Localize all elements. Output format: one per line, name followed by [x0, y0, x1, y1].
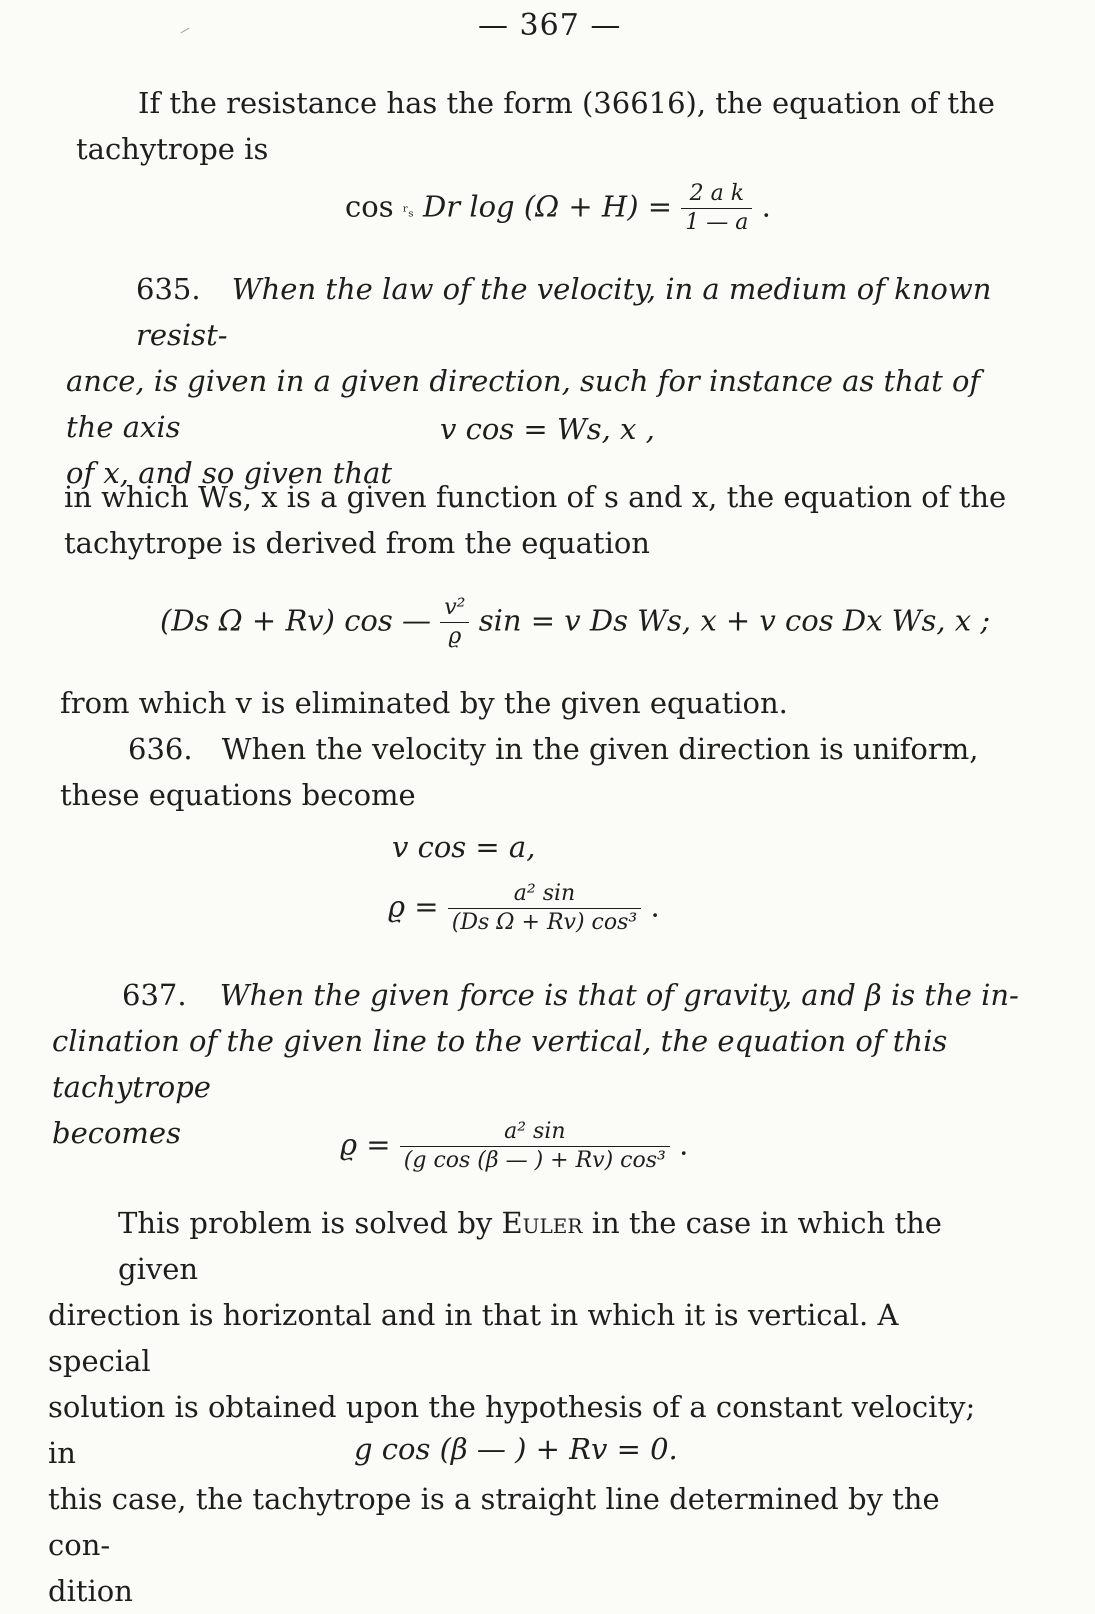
- eq4-numerator: a² sin: [448, 880, 641, 909]
- eq1-angle-sub: ʳₛ: [402, 201, 414, 221]
- eq4-period: .: [650, 889, 660, 924]
- section-635-line-1: [66, 266, 1036, 358]
- equation-uniform-velocity: v cos = a,: [392, 830, 536, 864]
- eq4-lhs: ϱ =: [388, 889, 439, 924]
- euler-name: Euler: [501, 1206, 583, 1240]
- eq1-fraction: [681, 180, 752, 237]
- euler-line-2: direction is horizontal and in that in which it is vertical. A special: [48, 1298, 899, 1378]
- section-636: [60, 726, 1040, 818]
- eq5-period: .: [679, 1127, 689, 1162]
- section-637-line-1: [52, 972, 1032, 1018]
- equation-condition: g cos (β — ) + Rv = 0.: [354, 1432, 678, 1466]
- section-635: [66, 266, 1036, 496]
- eq1-period: .: [761, 189, 771, 224]
- section-635-line-2: ance, is given in a given direction, such for instance as that of the axis: [66, 364, 981, 444]
- intro-line-1: If the resistance has the form (36616), the equation of the: [138, 86, 995, 120]
- elimination-paragraph: [60, 680, 1040, 726]
- equation-velocity-component: v cos = Ws, x ,: [440, 412, 655, 446]
- eq5-lhs: ϱ =: [340, 1127, 391, 1162]
- euler-line-5: dition: [48, 1574, 133, 1608]
- eq3-fraction: [440, 594, 469, 651]
- function-line-1: in which Ws, x is a given function of s and x, the equation of the: [64, 480, 1007, 514]
- section-635-text-1: When the law of the velocity, in a medium of known resist-: [136, 272, 992, 352]
- eq5-denominator: (g cos (β — ) + Rv) cos³: [403, 1148, 666, 1173]
- intro-line-2: tachytrope is: [76, 132, 269, 166]
- section-637-number: 637.: [122, 978, 187, 1012]
- eq3-denominator: ϱ: [448, 624, 462, 649]
- euler-line-1: [48, 1200, 1008, 1292]
- speck-mark: [180, 28, 189, 34]
- section-635-number: 635.: [136, 272, 201, 306]
- eq5-fraction: [400, 1118, 670, 1175]
- eq1-numerator: 2 a k: [681, 180, 752, 209]
- equation-radius-uniform: [388, 880, 660, 937]
- euler-line-4: this case, the tachytrope is a straight line determined by the con-: [48, 1482, 940, 1562]
- equation-radius-gravity: [340, 1118, 688, 1175]
- eq5-numerator: a² sin: [400, 1118, 670, 1147]
- section-636-number: 636.: [128, 732, 193, 766]
- function-paragraph: [64, 474, 1034, 566]
- elimination-line: from which v is eliminated by the given equation.: [60, 686, 788, 720]
- section-636-text-1: When the velocity in the given direction is uniform,: [221, 732, 979, 766]
- equation-derivation: [160, 594, 990, 651]
- eq3-numerator: v²: [440, 594, 469, 623]
- section-637-text-1: When the given force is that of gravity, and β is the in-: [219, 978, 1019, 1012]
- eq1-cos: cos: [345, 189, 394, 224]
- eq3-right: sin = v Ds Ws, x + v cos Dx Ws, x ;: [478, 603, 991, 638]
- eq4-fraction: [448, 880, 641, 937]
- euler-line-1-b: in the case in which the given: [118, 1206, 942, 1286]
- function-line-2: tachytrope is derived from the equation: [64, 526, 650, 560]
- section-637-line-2: clination of the given line to the vertical, the equation of this tachytrope: [52, 1024, 948, 1104]
- eq3-left: (Ds Ω + Rv) cos —: [160, 603, 431, 638]
- section-636-line-2: these equations become: [60, 778, 416, 812]
- euler-line-3: solution is obtained upon the hypothesis of a constant velocity; in: [48, 1390, 976, 1470]
- euler-line-1-a: This problem is solved by: [118, 1206, 493, 1240]
- intro-paragraph: [76, 80, 1036, 172]
- equation-tachytrope-log: [345, 180, 771, 237]
- page-number: — 367 —: [478, 8, 622, 43]
- section-635-line-3: of x, and so given that: [66, 456, 393, 490]
- eq4-denominator: (Ds Ω + Rv) cos³: [451, 910, 638, 935]
- section-637-line-3: becomes: [52, 1116, 181, 1150]
- section-636-line-1: [60, 726, 1040, 772]
- eq1-denominator: 1 — a: [685, 210, 749, 235]
- eq1-mid: Dr log (Ω + H) =: [422, 189, 673, 224]
- euler-paragraph: [48, 1200, 1008, 1614]
